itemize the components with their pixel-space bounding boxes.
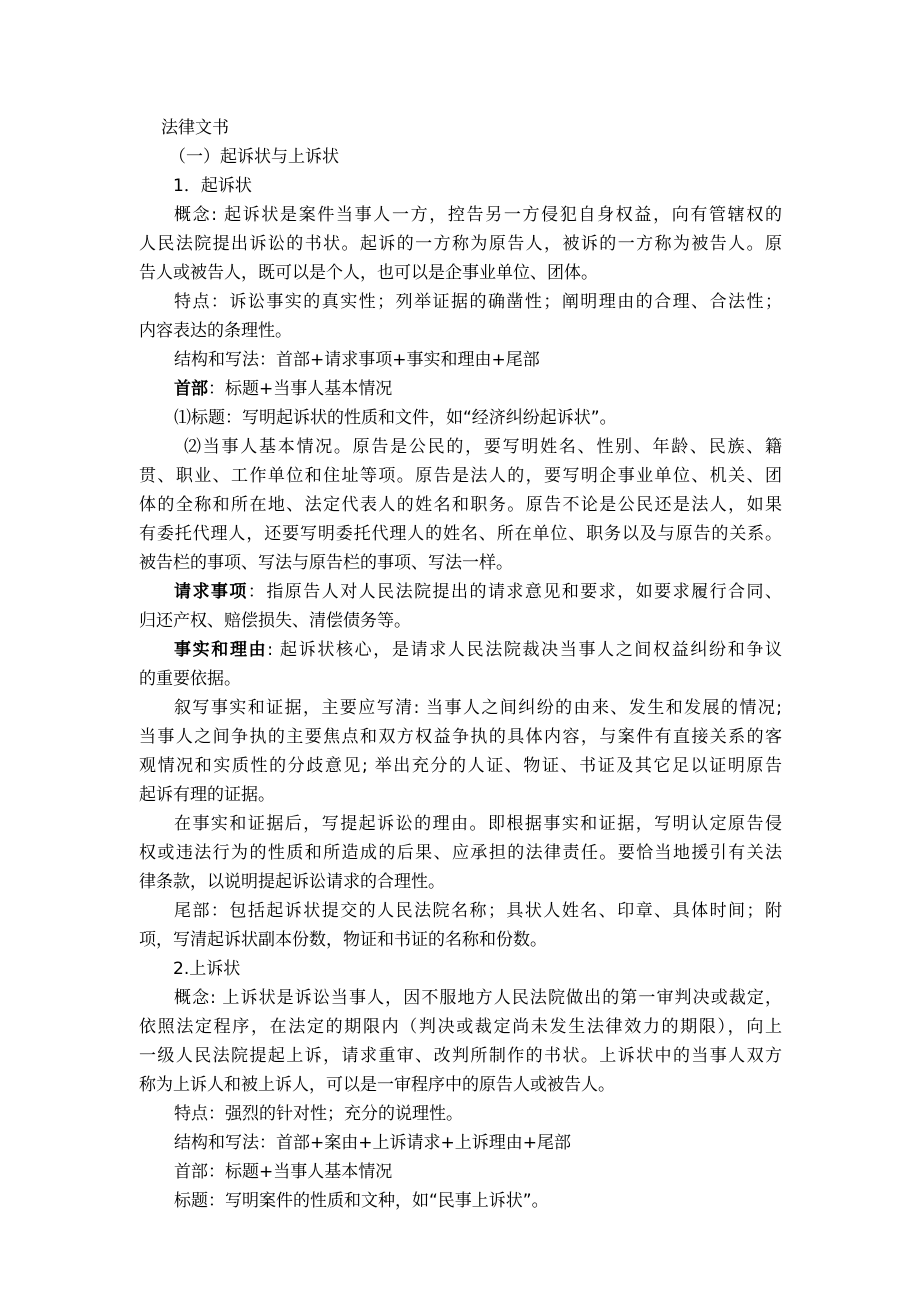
paragraph-parties-info: ⑵当事人基本情况。原告是公民的，要写明姓名、性别、年龄、民族、籍 贯、职业、工作单位和住址等项。原告是法人的，要写明企事业单位、机关、团 体的全称和所在地、法定代表人的姓名和职务。原告不论是公民还是法人，如果 有委托代理人，还要写明委托代理人的姓名、所在单位、职务以及与原告的关系。 被告栏的事项、写法与原告栏的事项、写法一样。	[139, 437, 782, 573]
paragraph-appeal-header: 首部：标题+当事人基本情况	[174, 1162, 393, 1182]
label-claims: 请求事项	[174, 582, 248, 602]
paragraph-complaint-ending: 尾部：包括起诉状提交的人民法院名称；具状人姓名、印章、具体时间；附 项，写清起诉状副本份数，物证和书证的名称和份数。	[139, 901, 782, 950]
document-title: 法律文书	[161, 118, 229, 138]
paragraph-facts-evidence: 叙写事实和证据，主要应写清: 当事人之间纠纷的由来、发生和发展的情况; 当事人之间争执的主要焦点和双方权益争执的具体内容，与案件有直接关系的客 观情况和实质性的分歧意见; 举出充分的人证、物证、书证及其它足以证明原告 起诉有理的证据。	[139, 698, 782, 805]
subsection-heading-complaint: 1．起诉状	[173, 176, 252, 196]
paragraph-complaint-concept: 概念: 起诉状是案件当事人一方，控告另一方侵犯自身权益，向有管辖权的 人民法院提出诉讼的书状。起诉的一方称为原告人，被诉的一方称为被告人。原 告人或被告人，既可以是个人，也可以是企事业单位、团体。	[139, 205, 782, 283]
paragraph-claims: 请求事项：指原告人对人民法院提出的请求意见和要求，如要求履行合同、 归还产权、赔偿损失、清偿债务等。	[139, 582, 782, 631]
paragraph-appeal-title: 标题：写明案件的性质和文种，如“民事上诉状”。	[174, 1191, 549, 1211]
paragraph-litigation-reason: 在事实和证据后，写提起诉讼的理由。即根据事实和证据，写明认定原告侵 权或违法行为的性质和所造成的后果、应承担的法律责任。要恰当地援引有关法 律条款，以说明提起诉讼请求的合理性。	[139, 814, 782, 892]
subsection-heading-appeal: 2.上诉状	[173, 959, 241, 979]
label-facts-reasons: 事实和理由	[174, 640, 268, 660]
section-heading-1: （一）起诉状与上诉状	[169, 147, 339, 167]
document-body	[139, 114, 782, 1216]
paragraph-appeal-features: 特点：强烈的针对性；充分的说理性。	[174, 1104, 463, 1124]
paragraph-complaint-header: 首部：标题+当事人基本情况	[174, 379, 393, 399]
paragraph-complaint-title-item: ⑴标题：写明起诉状的性质和文件，如“经济纠纷起诉状”。	[174, 408, 617, 428]
paragraph-complaint-structure: 结构和写法：首部+请求事项+事实和理由+尾部	[174, 350, 540, 370]
label-header: 首部	[174, 379, 208, 399]
paragraph-appeal-structure: 结构和写法：首部+案由+上诉请求+上诉理由+尾部	[174, 1133, 571, 1153]
paragraph-facts-reasons: 事实和理由: 起诉状核心，是请求人民法院裁决当事人之间权益纠纷和争议 的重要依据。	[139, 640, 782, 689]
paragraph-complaint-features: 特点：诉讼事实的真实性；列举证据的确凿性；阐明理由的合理、合法性； 内容表达的条理性。	[139, 292, 782, 341]
paragraph-appeal-concept: 概念: 上诉状是诉讼当事人，因不服地方人民法院做出的第一审判决或裁定， 依照法定程序，在法定的期限内（判决或裁定尚未发生法律效力的期限），向上 一级人民法院提起上诉，请求重审、改判所制作的书状。上诉状中的当事人双方 称为上诉人和被上诉人，可以是一审程序中的原告人或被告人。	[139, 988, 782, 1095]
